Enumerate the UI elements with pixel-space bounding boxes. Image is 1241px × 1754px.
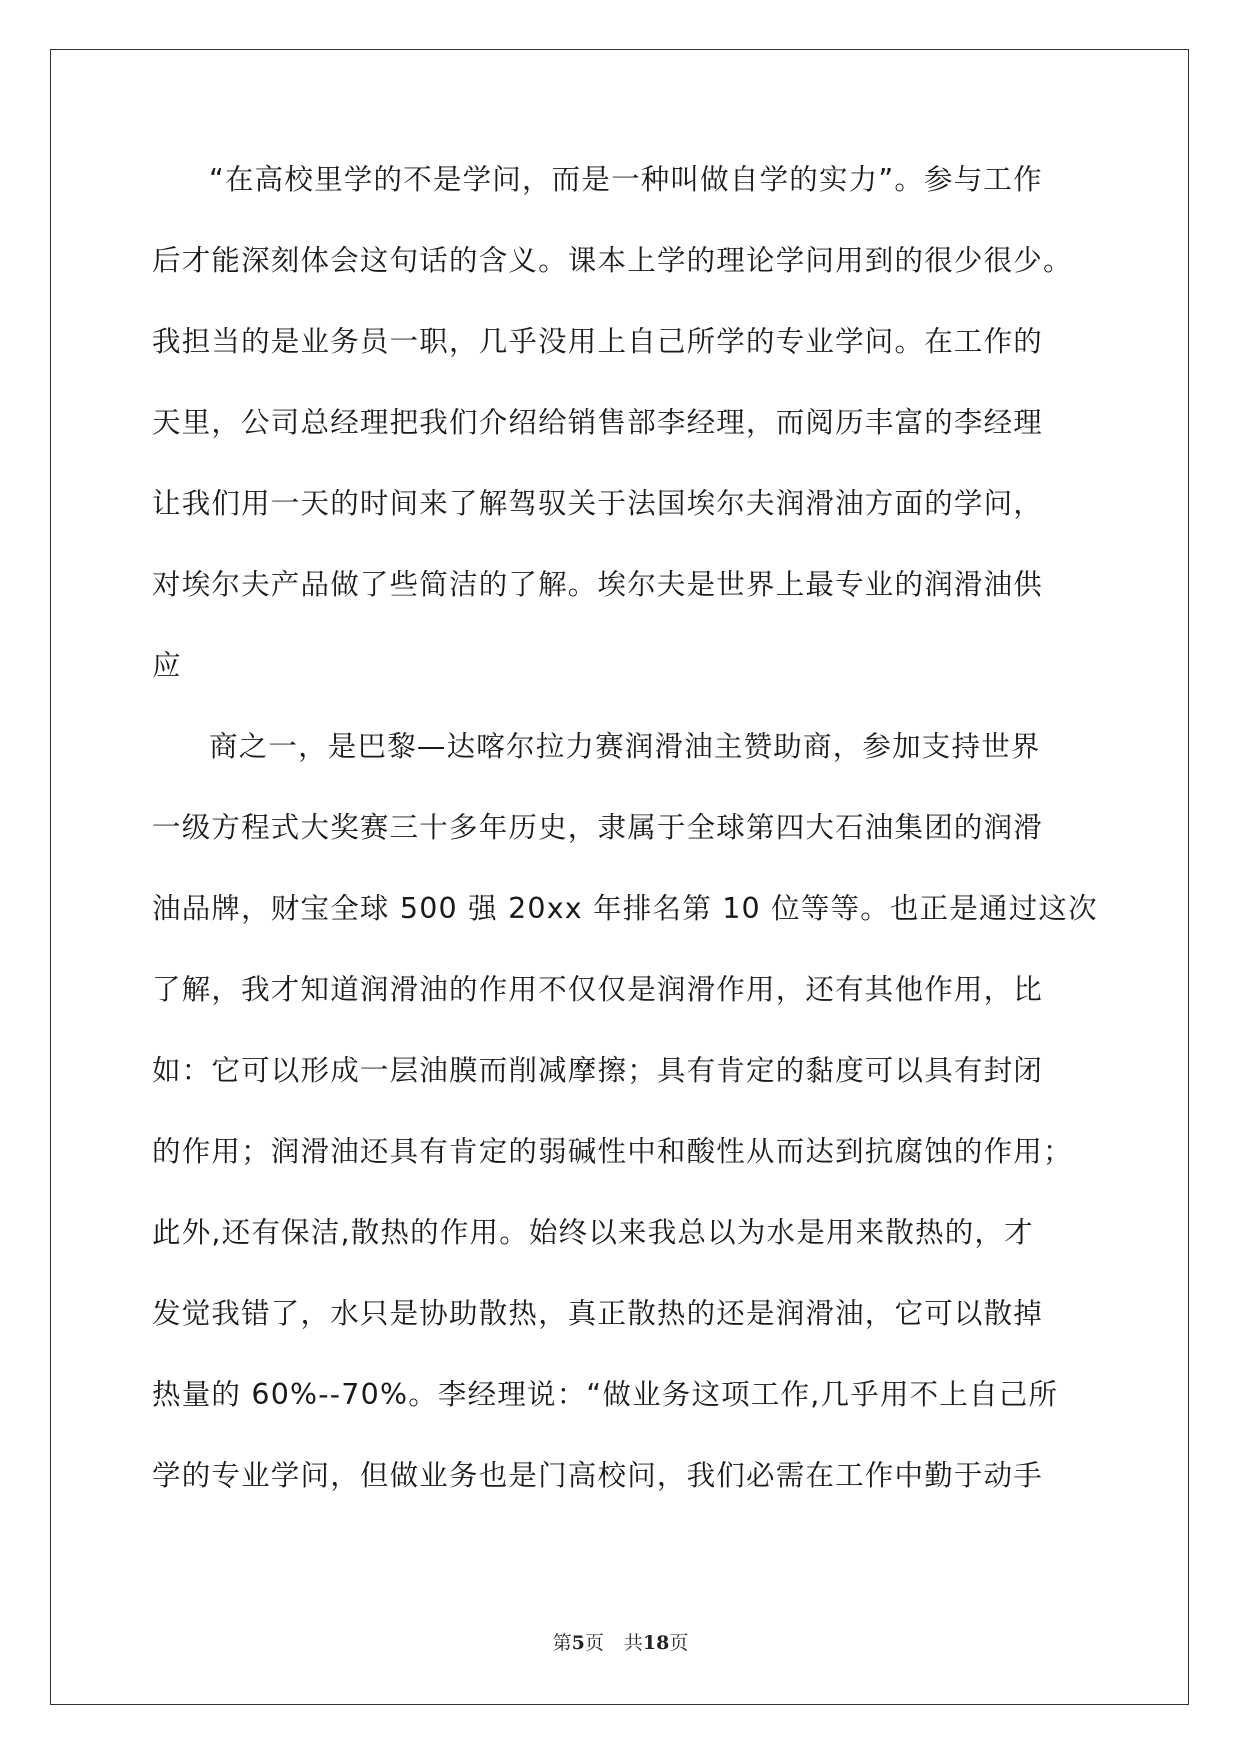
total-prefix: 共 — [623, 1632, 643, 1654]
text-line: 应 — [152, 649, 182, 682]
text-line: 对埃尔夫产品做了些简洁的了解。埃尔夫是世界上最专业的润滑油供 — [152, 568, 1044, 601]
text-line: 的作用；润滑油还具有肯定的弱碱性中和酸性从而达到抗腐蚀的作用； — [152, 1135, 1073, 1168]
total-suffix: 页 — [669, 1632, 689, 1654]
page-prefix: 第 — [552, 1632, 572, 1654]
document-body — [152, 160, 1098, 1537]
text-line: 我担当的是业务员一职，几乎没用上自己所学的专业学问。在工作的 — [152, 325, 1044, 358]
text-line: 如：它可以形成一层油膜而削减摩擦；具有肯定的黏度可以具有封闭 — [152, 1054, 1044, 1087]
text-line: “在高校里学的不是学问，而是一种叫做自学的实力”。参与工作 — [209, 163, 1043, 196]
text-line: 此外,还有保洁,散热的作用。始终以来我总以为水是用来散热的，才 — [152, 1216, 1034, 1249]
page-number: 5 — [571, 1632, 585, 1654]
text-line: 发觉我错了，水只是协助散热，真正散热的还是润滑油，它可以散掉 — [152, 1297, 1044, 1330]
text-line: 后才能深刻体会这句话的含义。课本上学的理论学问用到的很少很少。 — [152, 244, 1073, 277]
text-line: 了解，我才知道润滑油的作用不仅仅是润滑作用，还有其他作用，比 — [152, 973, 1044, 1006]
text-line: 学的专业学问，但做业务也是门高校问，我们必需在工作中勤于动手 — [152, 1459, 1044, 1492]
total-pages: 18 — [642, 1632, 670, 1654]
text-line: 天里，公司总经理把我们介绍给销售部李经理，而阅历丰富的李经理 — [152, 406, 1044, 439]
page-footer — [0, 1628, 1241, 1655]
text-line: 一级方程式大奖赛三十多年历史，隶属于全球第四大石油集团的润滑 — [152, 811, 1044, 844]
text-line: 让我们用一天的时间来了解驾驭关于法国埃尔夫润滑油方面的学问， — [152, 487, 1044, 520]
text-line: 商之一，是巴黎—达喀尔拉力赛润滑油主赞助商，参加支持世界 — [209, 730, 1041, 763]
text-line: 油品牌，财宝全球 500 强 20xx 年排名第 10 位等等。也正是通过这次 — [152, 892, 1098, 925]
text-line: 热量的 60%--70%。李经理说：“做业务这项工作,几乎用不上自己所 — [152, 1378, 1059, 1411]
page-suffix: 页 — [584, 1632, 604, 1654]
